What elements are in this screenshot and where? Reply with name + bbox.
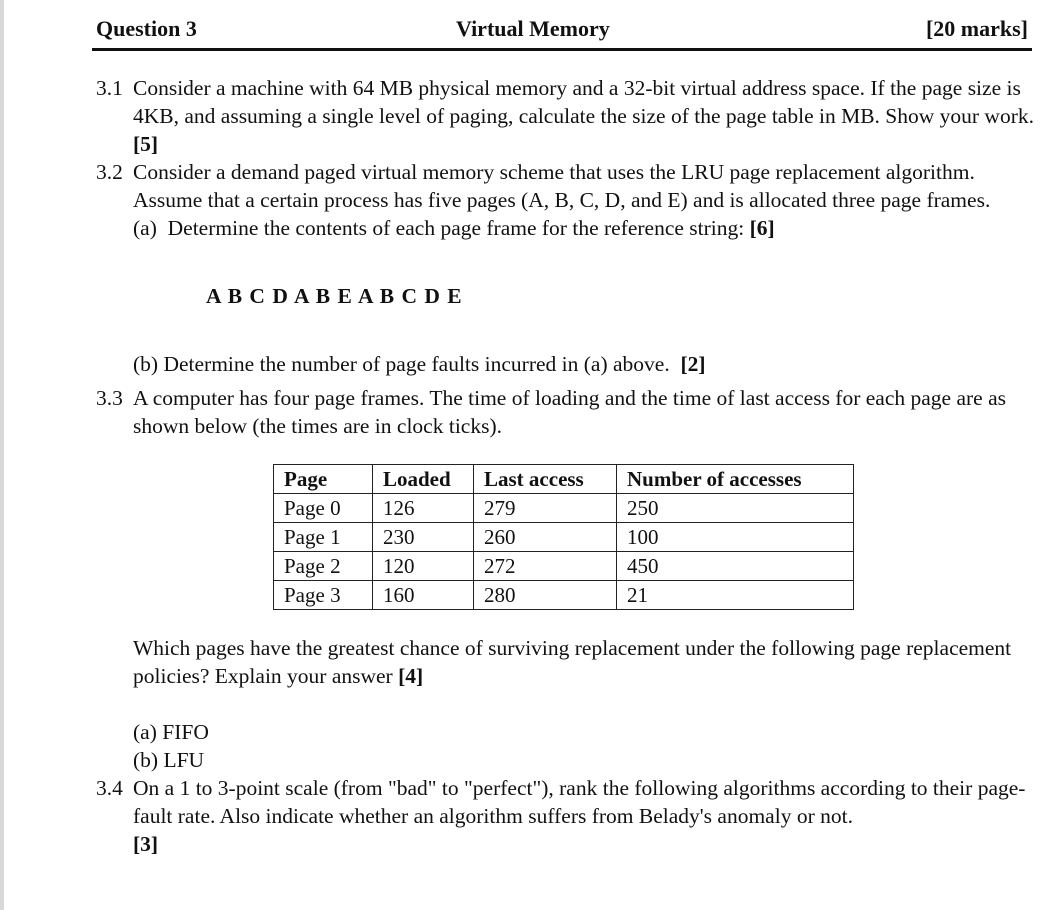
question-3-3-prompt xyxy=(96,634,1036,690)
question-3-3-a xyxy=(96,718,1036,746)
table-cell: 272 xyxy=(474,552,617,581)
table-cell: Page 2 xyxy=(274,552,373,581)
question-3-4-text: On a 1 to 3-point scale (from "bad" to "perfect"), rank the following algorithms according to their page-fault rate. Also indicate whether an algorithm suffers from Belady's anomaly or not. xyxy=(133,776,1026,828)
table-cell: 160 xyxy=(373,581,474,610)
question-marks: [20 marks] xyxy=(925,16,1028,41)
question-3-4-number: 3.4 xyxy=(96,776,123,800)
question-3-3-question: Which pages have the greatest chance of surviving replacement under the following page replacement policies? Explain your answer xyxy=(133,636,1012,688)
question-3-3-b-text: LFU xyxy=(163,748,205,772)
page-table xyxy=(273,464,854,610)
table-cell: 279 xyxy=(474,494,617,523)
question-number: Question 3 xyxy=(96,16,197,41)
table-cell: 260 xyxy=(474,523,617,552)
question-3-1-marks: [5] xyxy=(133,132,159,156)
table-row xyxy=(274,581,854,610)
question-body xyxy=(96,74,1036,858)
question-3-3 xyxy=(96,384,1036,440)
table-cell: 21 xyxy=(617,581,854,610)
question-header xyxy=(92,14,1032,51)
question-3-2-a-text: Determine the contents of each page frame for the reference string: xyxy=(167,216,745,240)
question-3-4 xyxy=(96,774,1036,858)
question-3-3-a-label: (a) xyxy=(133,720,157,744)
question-3-2-a-label: (a) xyxy=(133,216,157,240)
table-cell: 100 xyxy=(617,523,854,552)
question-3-1-number: 3.1 xyxy=(96,76,123,100)
table-row xyxy=(274,523,854,552)
page-left-border xyxy=(0,0,4,910)
question-3-2 xyxy=(96,158,1036,378)
question-3-3-a-text: FIFO xyxy=(162,720,209,744)
table-row xyxy=(274,494,854,523)
table-header: Number of accesses xyxy=(617,465,854,494)
table-cell: 126 xyxy=(373,494,474,523)
question-3-2-number: 3.2 xyxy=(96,160,123,184)
question-3-3-marks: [4] xyxy=(398,664,424,688)
question-3-2-text: Consider a demand paged virtual memory scheme that uses the LRU page replacement algorithm. Assume that a certain process has five pages (A, B, C, D, and E) and is allocated three page frames. xyxy=(133,160,991,212)
table-cell: 230 xyxy=(373,523,474,552)
question-3-1 xyxy=(96,74,1036,158)
question-3-2-b-text: Determine the number of page faults incurred in (a) above. xyxy=(163,352,670,376)
question-topic: Virtual Memory xyxy=(456,16,610,41)
question-3-2-b xyxy=(133,350,1036,378)
table-header: Loaded xyxy=(373,465,474,494)
table-cell: 280 xyxy=(474,581,617,610)
question-3-3-b-label: (b) xyxy=(133,748,159,772)
question-3-2-a-marks: [6] xyxy=(749,216,775,240)
table-cell: Page 3 xyxy=(274,581,373,610)
table-row xyxy=(274,552,854,581)
table-header-row xyxy=(274,465,854,494)
question-3-2-a xyxy=(133,214,1036,242)
table-cell: Page 0 xyxy=(274,494,373,523)
table-cell: Page 1 xyxy=(274,523,373,552)
question-3-3-number: 3.3 xyxy=(96,386,123,410)
question-3-2-b-label: (b) xyxy=(133,352,159,376)
table-cell: 120 xyxy=(373,552,474,581)
table-header: Last access xyxy=(474,465,617,494)
question-3-3-b xyxy=(96,746,1036,774)
reference-string: A B C D A B E A B C D E xyxy=(206,284,463,308)
table-cell: 250 xyxy=(617,494,854,523)
table-cell: 450 xyxy=(617,552,854,581)
question-3-1-text: Consider a machine with 64 MB physical memory and a 32-bit virtual address space. If the page size is 4KB, and assuming a single level of paging, calculate the size of the page table in MB. Show your work. xyxy=(133,76,1034,128)
table-header: Page xyxy=(274,465,373,494)
question-3-4-marks: [3] xyxy=(133,832,159,856)
question-3-3-text: A computer has four page frames. The time of loading and the time of last access for each page are as shown below (the times are in clock ticks). xyxy=(133,386,1006,438)
question-3-2-b-marks: [2] xyxy=(680,352,706,376)
